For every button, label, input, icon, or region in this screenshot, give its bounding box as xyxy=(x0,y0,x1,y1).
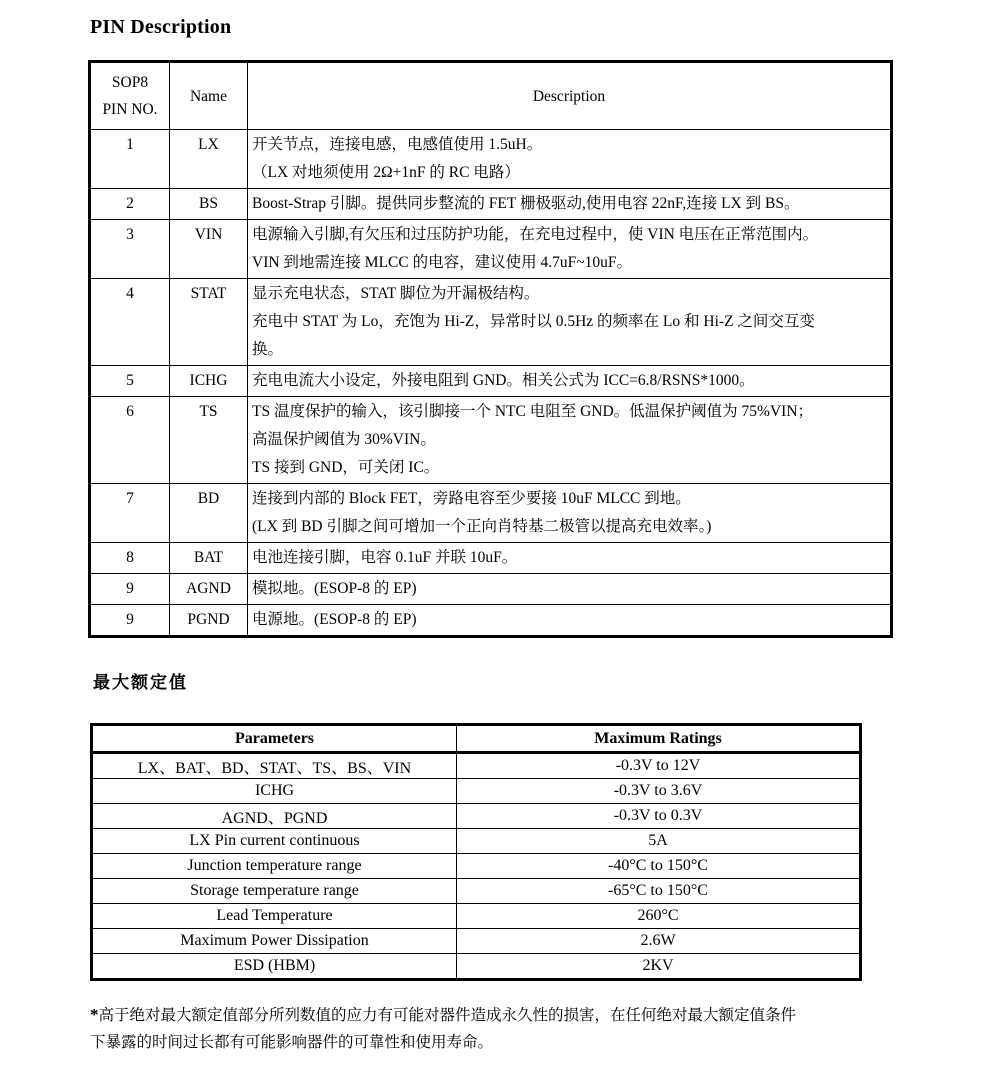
description-line: 显示充电状态，STAT 脚位为开漏极结构。 xyxy=(252,285,540,302)
pin-no-header-line1: SOP8 xyxy=(111,74,149,91)
rating-value-cell: 2.6W xyxy=(457,929,861,954)
table-row xyxy=(90,605,892,637)
pin-number-cell: 3 xyxy=(90,220,170,279)
pin-description-table xyxy=(88,60,893,638)
pin-number-cell: 6 xyxy=(90,397,170,484)
pin-name-cell: BD xyxy=(170,484,248,543)
pin-no-column-header xyxy=(90,62,170,130)
table-row xyxy=(90,220,892,279)
pin-name-cell: LX xyxy=(170,130,248,189)
pin-name-cell: STAT xyxy=(170,279,248,366)
parameter-cell: Junction temperature range xyxy=(92,854,457,879)
pin-no-header-line2: PIN NO. xyxy=(102,101,158,118)
parameter-cell: ICHG xyxy=(92,779,457,804)
description-line: 充电电流大小设定，外接电阻到 GND。相关公式为 ICC=6.8/RSNS*1000。 xyxy=(252,372,755,389)
rating-value-cell: 5A xyxy=(457,829,861,854)
rating-value-cell: -0.3V to 3.6V xyxy=(457,779,861,804)
rating-value-cell: -0.3V to 12V xyxy=(457,753,861,779)
footnote-line2: 下暴露的时间过长都有可能影响器件的可靠性和使用寿命。 xyxy=(90,1034,494,1051)
pin-description-cell xyxy=(248,543,892,574)
pin-number-cell: 9 xyxy=(90,574,170,605)
pin-name-cell: ICHG xyxy=(170,366,248,397)
rating-value-cell: -0.3V to 0.3V xyxy=(457,804,861,829)
ratings-table-header-row xyxy=(92,725,861,753)
table-row xyxy=(92,904,861,929)
description-line: 充电中 STAT 为 Lo，充饱为 Hi-Z，异常时以 0.5Hz 的频率在 Lo 和 Hi-Z 之间交互变 xyxy=(252,313,815,330)
description-line: VIN 到地需连接 MLCC 的电容，建议使用 4.7uF~10uF。 xyxy=(252,254,632,271)
description-line: TS 接到 GND，可关闭 IC。 xyxy=(252,459,440,476)
description-line: 模拟地。(ESOP-8 的 EP) xyxy=(252,580,417,597)
absolute-maximum-footnote xyxy=(90,1001,912,1056)
pin-number-cell: 9 xyxy=(90,605,170,637)
pin-name-cell: BAT xyxy=(170,543,248,574)
table-row xyxy=(92,929,861,954)
pin-number-cell: 4 xyxy=(90,279,170,366)
table-row xyxy=(92,804,861,829)
pin-number-cell: 5 xyxy=(90,366,170,397)
table-row xyxy=(90,397,892,484)
description-line: 开关节点，连接电感，电感值使用 1.5uH。 xyxy=(252,136,543,153)
footnote-asterisk: * xyxy=(90,1005,99,1024)
pin-table-header-row xyxy=(90,62,892,130)
description-column-header: Description xyxy=(248,62,892,130)
pin-description-cell xyxy=(248,574,892,605)
pin-name-cell: VIN xyxy=(170,220,248,279)
description-line: （LX 对地须使用 2Ω+1nF 的 RC 电路） xyxy=(252,164,520,181)
pin-name-cell: PGND xyxy=(170,605,248,637)
rating-value-cell: -40°C to 150°C xyxy=(457,854,861,879)
parameter-cell: Lead Temperature xyxy=(92,904,457,929)
rating-value-cell: 260°C xyxy=(457,904,861,929)
table-row xyxy=(90,366,892,397)
table-row xyxy=(92,829,861,854)
pin-number-cell: 7 xyxy=(90,484,170,543)
parameters-column-header: Parameters xyxy=(92,725,457,753)
description-line: 电源输入引脚,有欠压和过压防护功能，在充电过程中，使 VIN 电压在正常范围内。 xyxy=(252,226,819,243)
pin-name-cell: BS xyxy=(170,189,248,220)
table-row xyxy=(92,879,861,904)
description-line: 连接到内部的 Block FET，旁路电容至少要接 10uF MLCC 到地。 xyxy=(252,490,691,507)
maximum-ratings-column-header: Maximum Ratings xyxy=(457,725,861,753)
pin-description-cell xyxy=(248,605,892,637)
page-title: PIN Description xyxy=(90,16,232,38)
table-row xyxy=(90,279,892,366)
pin-description-cell xyxy=(248,397,892,484)
pin-name-cell: TS xyxy=(170,397,248,484)
name-column-header: Name xyxy=(170,62,248,130)
pin-number-cell: 1 xyxy=(90,130,170,189)
pin-number-cell: 2 xyxy=(90,189,170,220)
pin-description-cell xyxy=(248,279,892,366)
table-row xyxy=(92,779,861,804)
table-row xyxy=(92,753,861,779)
parameter-cell: LX、BAT、BD、STAT、TS、BS、VIN xyxy=(92,753,457,779)
pin-description-cell xyxy=(248,220,892,279)
table-row xyxy=(92,954,861,980)
parameter-cell: LX Pin current continuous xyxy=(92,829,457,854)
table-row xyxy=(90,189,892,220)
max-ratings-section-title: 最大额定值 xyxy=(93,673,188,692)
description-line: 电池连接引脚，电容 0.1uF 并联 10uF。 xyxy=(252,549,518,566)
pin-description-cell xyxy=(248,130,892,189)
description-line: Boost-Strap 引脚。提供同步整流的 FET 栅极驱动,使用电容 22nF,连接 LX 到 BS。 xyxy=(252,195,800,212)
description-line: 电源地。(ESOP-8 的 EP) xyxy=(252,611,417,628)
maximum-ratings-table xyxy=(90,723,862,981)
pin-description-cell xyxy=(248,366,892,397)
table-row xyxy=(90,130,892,189)
table-row xyxy=(92,854,861,879)
parameter-cell: Storage temperature range xyxy=(92,879,457,904)
rating-value-cell: 2KV xyxy=(457,954,861,980)
pin-description-cell xyxy=(248,189,892,220)
table-row xyxy=(90,484,892,543)
description-line: 高温保护阈值为 30%VIN。 xyxy=(252,431,436,448)
parameter-cell: Maximum Power Dissipation xyxy=(92,929,457,954)
table-row xyxy=(90,574,892,605)
rating-value-cell: -65°C to 150°C xyxy=(457,879,861,904)
table-row xyxy=(90,543,892,574)
footnote-line1: 高于绝对最大额定值部分所列数值的应力有可能对器件造成永久性的损害，在任何绝对最大额定值条件 xyxy=(98,1007,797,1024)
parameter-cell: ESD (HBM) xyxy=(92,954,457,980)
parameter-cell: AGND、PGND xyxy=(92,804,457,829)
pin-name-cell: AGND xyxy=(170,574,248,605)
pin-description-cell xyxy=(248,484,892,543)
description-line: 换。 xyxy=(252,341,284,358)
pin-number-cell: 8 xyxy=(90,543,170,574)
description-line: TS 温度保护的输入，该引脚接一个 NTC 电阻至 GND。低温保护阈值为 75%VIN； xyxy=(252,403,814,420)
description-line: (LX 到 BD 引脚之间可增加一个正向肖特基二极管以提高充电效率。) xyxy=(252,518,712,535)
